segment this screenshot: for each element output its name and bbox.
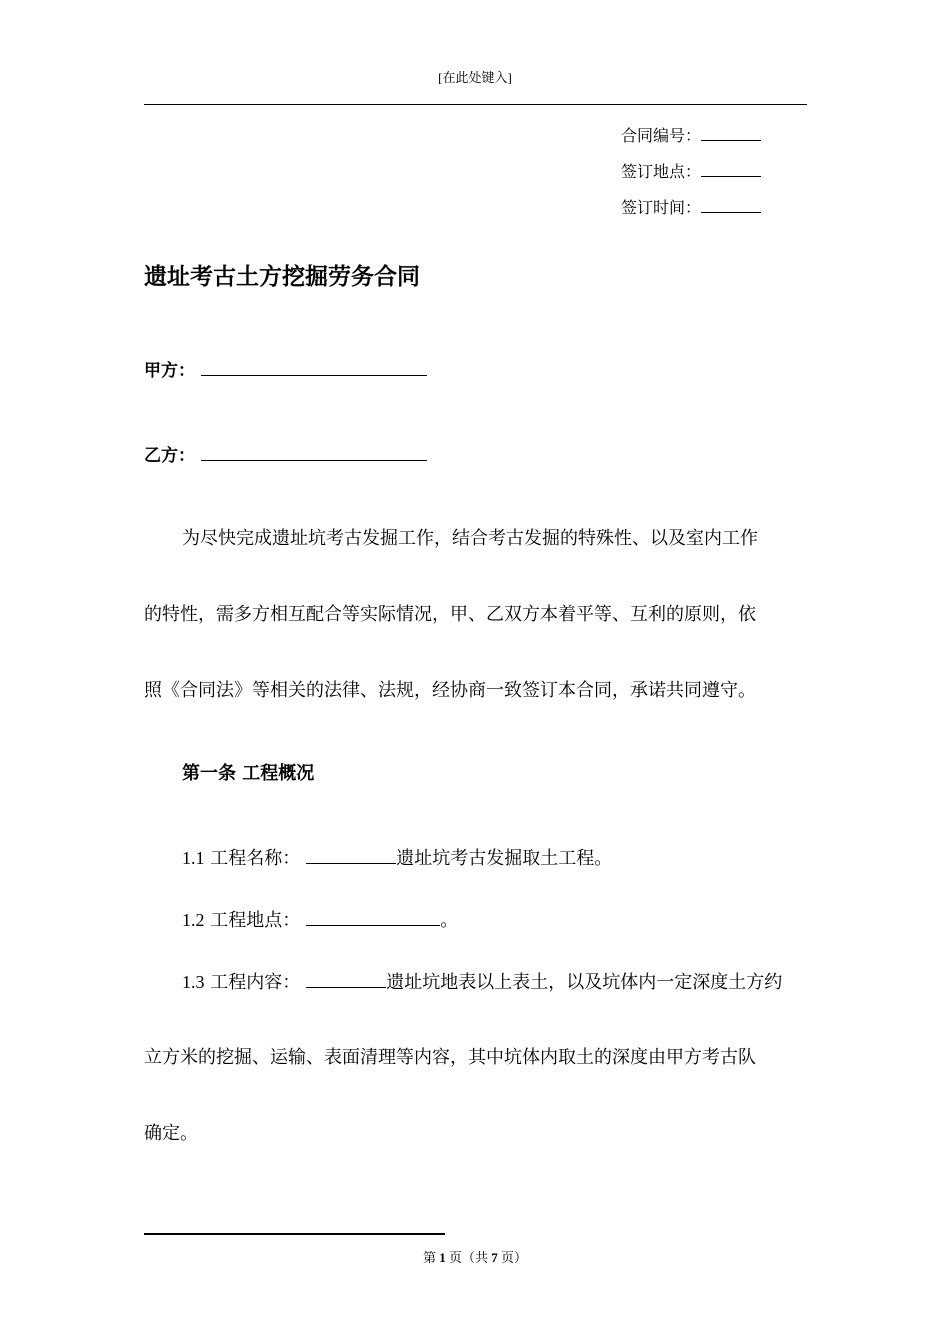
contract-number-label: 合同编号：: [621, 126, 702, 145]
item-1-3: [182, 968, 782, 994]
sign-place-label: 签订地点：: [621, 162, 702, 181]
sign-place-blank: [701, 176, 761, 177]
item-1-3-label: 工程内容：: [204, 972, 301, 993]
item-1-2: [182, 906, 458, 932]
party-b-blank: [201, 460, 427, 461]
intro-line-2: 的特性，需多方相互配合等实际情况，甲、乙双方本着平等、互利的原则，依: [144, 604, 756, 625]
item-1-1: [182, 844, 612, 870]
footer-page-mid: 页（共: [448, 1250, 488, 1265]
item-1-2-number: 1.2: [182, 910, 205, 930]
document-title: 遗址考古土方挖掘劳务合同: [144, 264, 420, 290]
item-1-2-label: 工程地点：: [204, 910, 301, 931]
sign-time-row: [621, 195, 761, 218]
item-1-1-blank: [306, 863, 396, 864]
article-1-heading: 第一条 工程概况: [182, 763, 315, 784]
item-1-1-number: 1.1: [182, 848, 205, 868]
party-b-row: [144, 441, 427, 466]
footer-page-prefix: 第: [422, 1250, 436, 1265]
header-divider: [144, 104, 807, 105]
intro-line-3: 照《合同法》等相关的法律、法规，经协商一致签订本合同，承诺共同遵守。: [144, 680, 756, 701]
footer-divider: [144, 1233, 445, 1235]
party-a-blank: [201, 375, 427, 376]
item-1-3-blank: [306, 987, 386, 988]
page-header-text: [在此处键入]: [438, 70, 512, 85]
item-1-3-line-2: 立方米的挖掘、运输、表面清理等内容，其中坑体内取土的深度由甲方考古队: [144, 1047, 756, 1068]
party-a-label: 甲方：: [144, 361, 195, 381]
item-1-1-label: 工程名称：: [204, 848, 301, 869]
intro-line-1: 为尽快完成遗址坑考古发掘工作，结合考古发掘的特殊性、以及室内工作: [182, 528, 758, 549]
item-1-1-text: 遗址坑考古发掘取土工程。: [396, 848, 613, 869]
page-footer: [0, 1247, 950, 1266]
item-1-3-text: 遗址坑地表以上表土，以及坑体内一定深度土方约: [386, 972, 783, 993]
party-b-label: 乙方：: [144, 446, 195, 466]
footer-page-number: 1: [439, 1250, 446, 1265]
party-a-row: [144, 356, 427, 381]
footer-page-total: 7: [491, 1250, 498, 1265]
sign-place-row: [621, 159, 761, 182]
item-1-2-text: 。: [440, 910, 459, 931]
item-1-3-number: 1.3: [182, 972, 205, 992]
contract-number-row: [621, 123, 761, 146]
sign-time-label: 签订时间：: [621, 198, 702, 217]
contract-number-blank: [701, 140, 761, 141]
item-1-2-blank: [306, 925, 440, 926]
footer-page-suffix: 页）: [501, 1250, 528, 1265]
sign-time-blank: [701, 212, 761, 213]
item-1-3-line-3: 确定。: [144, 1123, 198, 1144]
